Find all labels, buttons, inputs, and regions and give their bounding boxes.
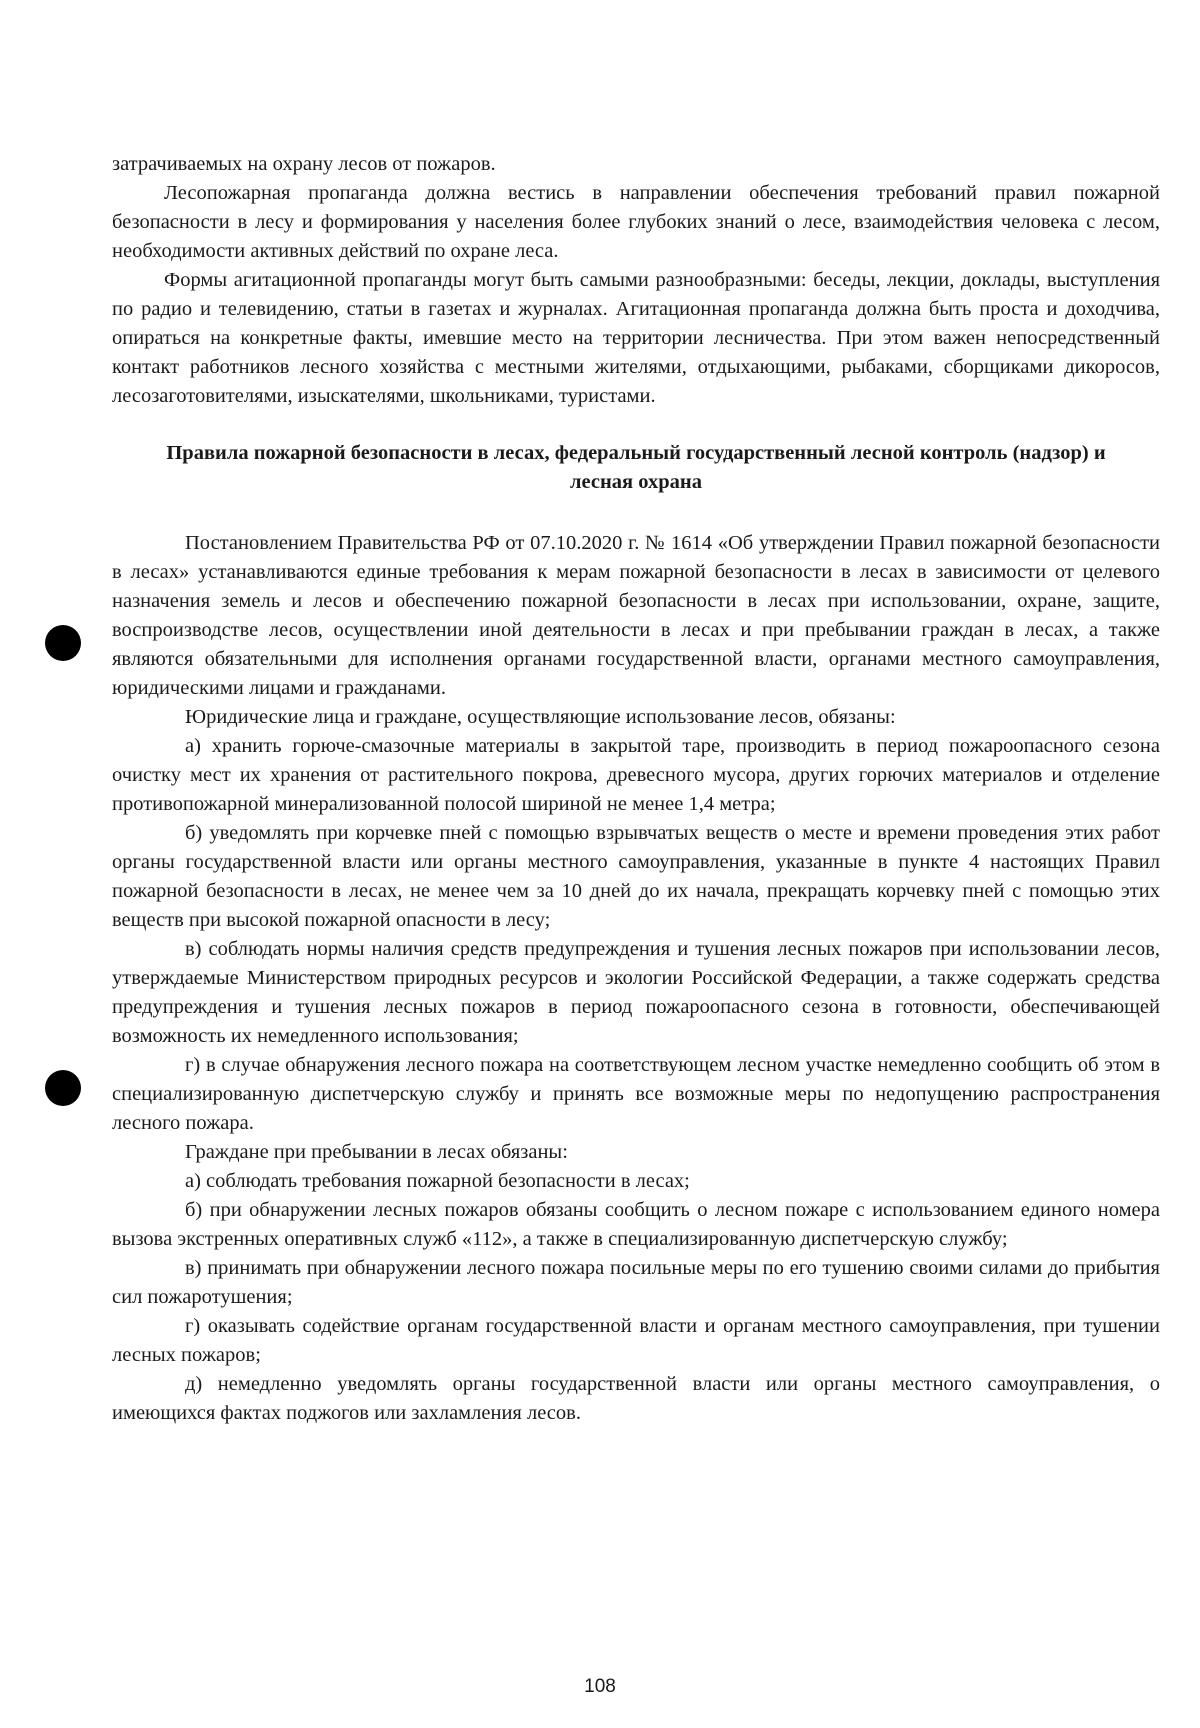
citizens-item-d: д) немедленно уведомлять органы государственной власти или органы местного самоуправления, о имеющихся фактах поджогов или захламления лесов. bbox=[112, 1373, 1160, 1424]
citizens-item-a: а) соблюдать требования пожарной безопасности в лесах; bbox=[185, 1170, 690, 1192]
section-heading: Правила пожарной безопасности в лесах, федеральный государственный лесной контроль (надзор) и лесная охрана bbox=[166, 442, 1106, 493]
document-page bbox=[112, 150, 1160, 1428]
binder-hole-bottom bbox=[45, 1070, 81, 1106]
legal-item-b: б) уведомлять при корчевке пней с помощью взрывчатых веществ о месте и времени проведения этих работ органы государственной власти или органы местного самоуправления, указанные в пункте 4 настоящих Правил пожарной безопасности в лесах, не менее чем за 10 дней до их начала, прекращать корчевку пней с помощью этих веществ при высокой пожарной опасности в лесу; bbox=[112, 822, 1160, 931]
paragraph-decree: Постановлением Правительства РФ от 07.10.2020 г. № 1614 «Об утверждении Правил пожарной безопасности в лесах» устанавливаются единые требования к мерам пожарной безопасности в лесах в зависимости от целевого назначения земель и лесов и обеспечению пожарной безопасности в лесах при использовании, охране, защите, воспроизводстве лесов, осуществлении иной деятельности в лесах и при пребывании граждан в лесах, а также являются обязательными для исполнения органами государственной власти, органами местного самоуправления, юридическими лицами и гражданами. bbox=[112, 532, 1160, 699]
legal-item-v: в) соблюдать нормы наличия средств предупреждения и тушения лесных пожаров при использовании лесов, утверждаемые Министерством природных ресурсов и экологии Российской Федерации, а также содержать средства предупреждения и тушения лесных пожаров в период пожароопасного сезона в готовности, обеспечивающей возможность их немедленного использования; bbox=[112, 938, 1160, 1047]
legal-item-g: г) в случае обнаружения лесного пожара на соответствующем лесном участке немедленно сообщить об этом в специализированную диспетчерскую службу и принять все возможные меры по недопущению распространения лесного пожара. bbox=[112, 1054, 1160, 1134]
page-number: 108 bbox=[584, 1676, 616, 1697]
paragraph-continuation: затрачиваемых на охрану лесов от пожаров. bbox=[112, 153, 496, 175]
citizens-item-g: г) оказывать содействие органам государственной власти и органам местного самоуправления, при тушении лесных пожаров; bbox=[112, 1315, 1160, 1366]
binder-hole-top bbox=[45, 625, 81, 661]
legal-item-a: а) хранить горюче-смазочные материалы в закрытой таре, производить в период пожароопасного сезона очистку мест их хранения от растительного покрова, древесного мусора, других горючих материалов и отделение противопожарной минерализованной полосой шириной не менее 1,4 метра; bbox=[112, 735, 1160, 815]
paragraph-propaganda-direction: Лесопожарная пропаганда должна вестись в направлении обеспечения требований правил пожарной безопасности в лесу и формирования у населения более глубоких знаний о лесе, взаимодействия человека с лесом, необходимости активных действий по охране леса. bbox=[112, 182, 1160, 262]
paragraph-propaganda-forms: Формы агитационной пропаганды могут быть самыми разнообразными: беседы, лекции, доклады, выступления по радио и телевидению, статьи в газетах и журналах. Агитационная пропаганда должна быть проста и доходчива, опираться на конкретные факты, имевшие место на территории лесничества. При этом важен непосредственный контакт работников лесного хозяйства с местными жителями, отдыхающими, рыбаками, сборщиками дикоросов, лесозаготовителями, изыскателями, школьниками, туристами. bbox=[112, 269, 1160, 407]
citizens-item-v: в) принимать при обнаружении лесного пожара посильные меры по его тушению своими силами до прибытия сил пожаротушения; bbox=[112, 1257, 1160, 1308]
citizens-item-b: б) при обнаружении лесных пожаров обязаны сообщить о лесном пожаре с использованием единого номера вызова экстренных оперативных служб «112», а также в специализированную диспетчерскую службу; bbox=[112, 1199, 1160, 1250]
legal-entities-intro: Юридические лица и граждане, осуществляющие использование лесов, обязаны: bbox=[185, 706, 896, 728]
citizens-intro: Граждане при пребывании в лесах обязаны: bbox=[185, 1141, 568, 1163]
